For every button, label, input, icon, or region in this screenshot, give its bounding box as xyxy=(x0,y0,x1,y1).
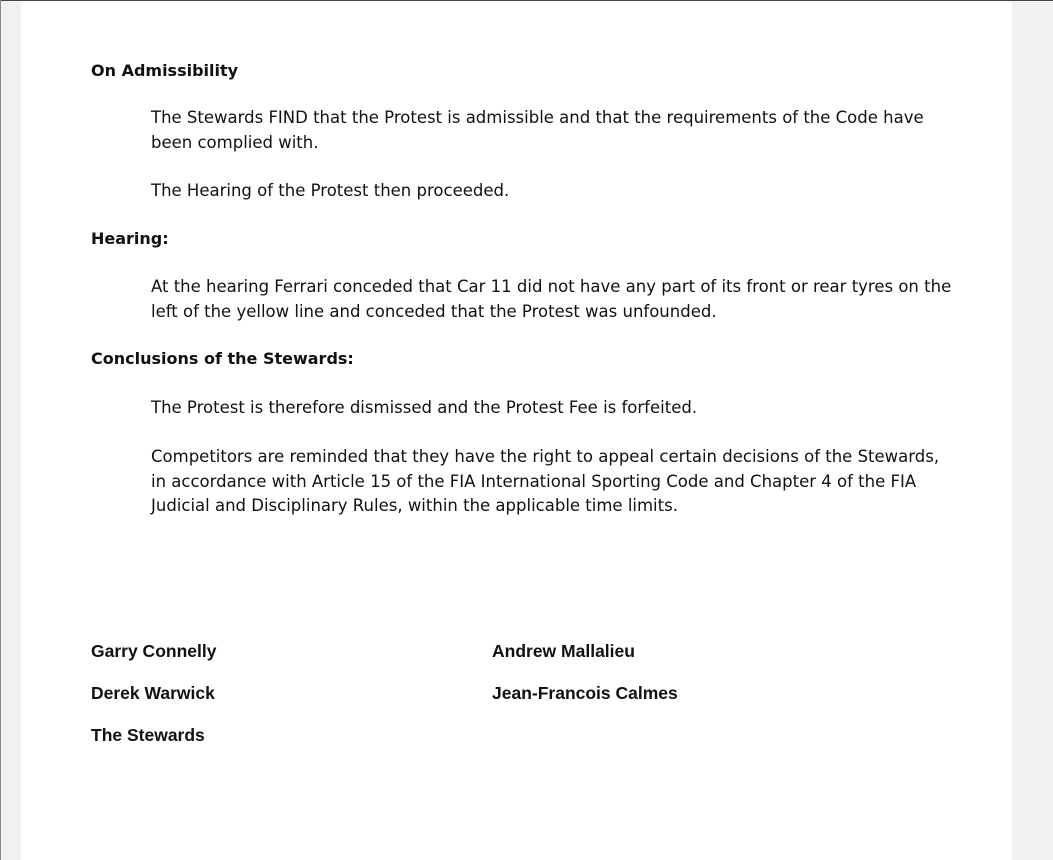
paragraph-line: Competitors are reminded that they have the right to appeal certain decisions of the Stewards, xyxy=(151,447,940,466)
admissibility-finding-paragraph xyxy=(151,106,951,155)
dismissal-paragraph xyxy=(151,396,951,421)
paragraph-line: left of the yellow line and conceded that the Protest was unfounded. xyxy=(151,301,717,321)
steward-name: Andrew Mallalieu xyxy=(492,641,635,661)
steward-name: Derek Warwick xyxy=(91,683,215,703)
document-page xyxy=(21,1,1012,860)
hearing-paragraph xyxy=(151,275,951,324)
steward-name: Garry Connelly xyxy=(91,641,217,661)
paragraph-line: At the hearing Ferrari conceded that Car 11 did not have any part of its front or rear tyres on the xyxy=(151,277,952,296)
paragraph-line: been complied with. xyxy=(151,132,319,152)
heading-hearing: Hearing: xyxy=(91,229,169,248)
paragraph-line: The Protest is therefore dismissed and the Protest Fee is forfeited. xyxy=(151,398,698,417)
paragraph-line: Judicial and Disciplinary Rules, within the applicable time limits. xyxy=(151,496,678,515)
heading-conclusions: Conclusions of the Stewards: xyxy=(91,349,354,368)
appeal-reminder-paragraph xyxy=(151,445,951,519)
paragraph-line: in accordance with Article 15 of the FIA International Sporting Code and Chapter 4 of the FIA xyxy=(151,471,917,491)
stewards-title: The Stewards xyxy=(91,725,205,745)
window-left-border xyxy=(0,0,1,860)
paragraph-line: The Hearing of the Protest then proceeded. xyxy=(151,181,510,200)
steward-name: Jean-Francois Calmes xyxy=(492,683,678,703)
hearing-proceeded-paragraph xyxy=(151,179,951,204)
paragraph-line: The Stewards FIND that the Protest is admissible and that the requirements of the Code have xyxy=(151,108,924,127)
heading-admissibility: On Admissibility xyxy=(91,61,239,80)
